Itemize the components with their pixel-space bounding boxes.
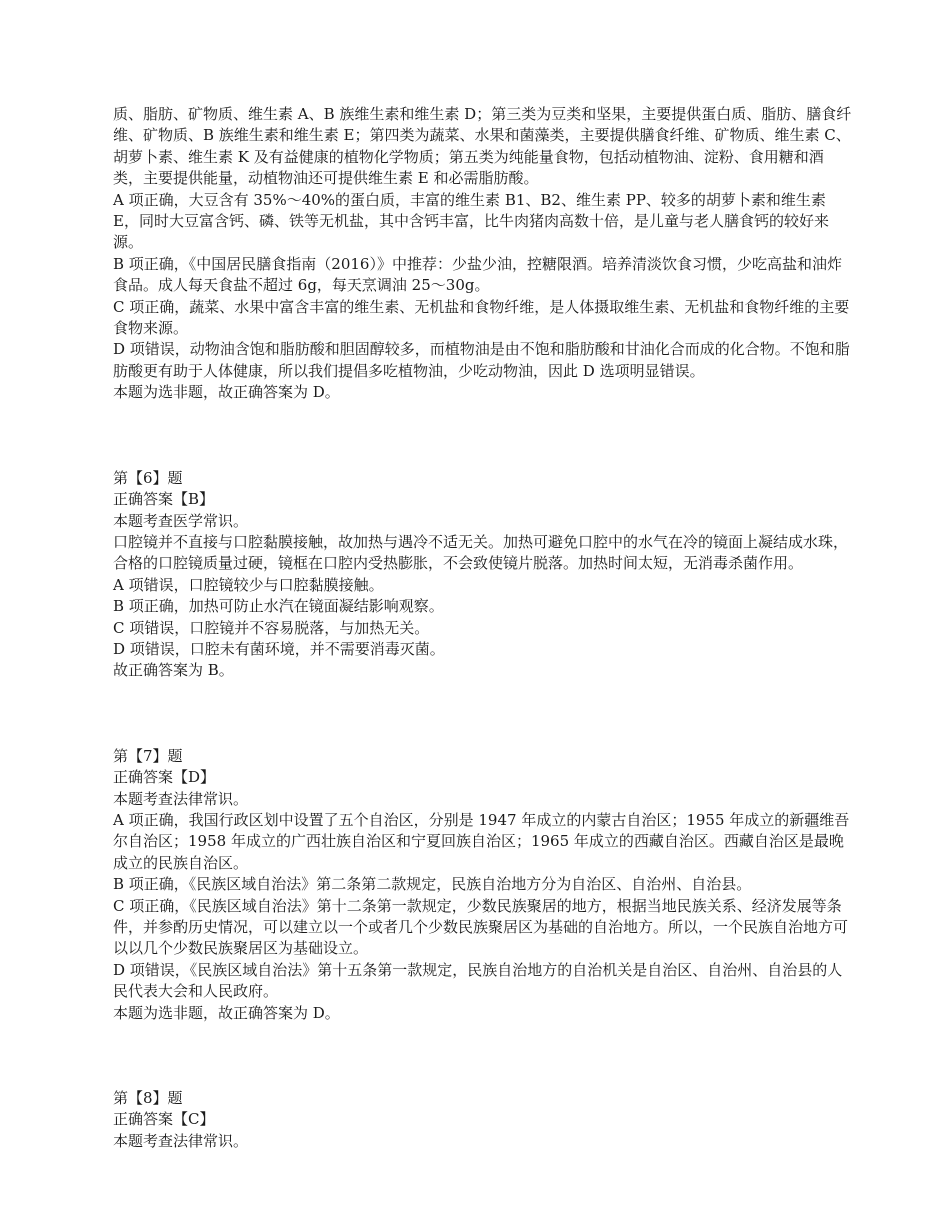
paragraph: C 项正确，蔬菜、水果中富含丰富的维生素、无机盐和食物纤维，是人体摄取维生素、无机盐和食物纤维的主要食物来源。 (113, 297, 850, 338)
answer-line: 正确答案【B】 (113, 490, 215, 509)
section-q8 (113, 1088, 853, 1152)
paragraph: 本题为选非题，故正确答案为 D。 (113, 383, 340, 402)
section-q7 (113, 746, 853, 1024)
question-title: 第【8】题 (113, 1089, 183, 1108)
paragraph: 质、脂肪、矿物质、维生素 A、B 族维生素和维生素 D；第三类为豆类和坚果，主要提供蛋白质、脂肪、膳食纤维、矿物质、B 族维生素和维生素 E；第四类为蔬菜、水果和菌藻类，主要提供膳食纤维、矿物质、维生素 C、胡萝卜素、维生素 K 及有益健康的植物化学物质；第五类为纯能量食物，包括动植物油、淀粉、食用糖和酒类，主要提供能量，动植物油还可提供维生素 E 和必需脂肪酸。 (113, 105, 852, 188)
answer-line: 正确答案【D】 (113, 768, 216, 787)
paragraph: 本题考查法律常识。 (113, 789, 249, 808)
section-gap (113, 404, 853, 468)
question-title: 第【6】题 (113, 468, 183, 487)
answer-line: 正确答案【C】 (113, 1110, 215, 1129)
document-body (113, 104, 853, 1152)
paragraph: D 项错误，动物油含饱和脂肪酸和胆固醇较多，而植物油是由不饱和脂肪酸和甘油化合而成的化合物。不饱和脂肪酸更有助于人体健康，所以我们提倡多吃植物油，少吃动物油，因此 D 选项明显错误。 (113, 340, 850, 380)
section-gap (113, 1024, 853, 1088)
paragraph: 故正确答案为 B。 (113, 661, 234, 680)
question-title: 第【7】题 (113, 746, 183, 765)
paragraph: A 项正确，大豆含有 35%～40%的蛋白质，丰富的维生素 B1、B2、维生素 PP、较多的胡萝卜素和维生素 E，同时大豆富含钙、磷、铁等无机盐，其中含钙丰富，比牛肉猪肉高数十倍，是儿童与老人膳食钙的较好来源。 (113, 190, 829, 252)
section-q6 (113, 468, 853, 682)
paragraph: 口腔镜并不直接与口腔黏膜接触，故加热与遇冷不适无关。加热可避免口腔中的水气在冷的镜面上凝结成水珠，合格的口腔镜质量过硬，镜框在口腔内受热膨胀，不会致使镜片脱落。加热时间太短，无消毒杀菌作用。 (113, 532, 849, 573)
paragraph: D 项错误，《民族区域自治法》第十五条第一款规定，民族自治地方的自治机关是自治区、自治州、自治县的人民代表大会和人民政府。 (113, 960, 843, 1001)
paragraph: B 项正确，《中国居民膳食指南（2016）》中推荐：少盐少油，控糖限酒。培养清淡饮食习惯，少吃高盐和油炸食品。成人每天食盐不超过 6g，每天烹调油 25～30g。 (113, 254, 842, 295)
paragraph: 本题为选非题，故正确答案为 D。 (113, 1003, 340, 1022)
paragraph: 本题考查医学常识。 (113, 511, 249, 530)
paragraph: C 项正确，《民族区域自治法》第十二条第一款规定，少数民族聚居的地方，根据当地民族关系、经济发展等条件，并参酌历史情况，可以建立以一个或者几个少数民族聚居区为基础的自治地方。所以，一个民族自治地方可以以几个少数民族聚居区为基础设立。 (113, 896, 849, 958)
paragraph: 本题考查法律常识。 (113, 1131, 249, 1150)
paragraph: D 项错误，口腔未有菌环境，并不需要消毒灭菌。 (113, 639, 445, 658)
paragraph: C 项错误，口腔镜并不容易脱落，与加热无关。 (113, 618, 430, 637)
paragraph: A 项正确，我国行政区划中设置了五个自治区，分别是 1947 年成立的内蒙古自治区；1955 年成立的新疆维吾尔自治区；1958 年成立的广西壮族自治区和宁夏回族自治区；1965 年成立的西藏自治区。西藏自治区是最晚成立的民族自治区。 (113, 810, 850, 872)
paragraph: B 项正确，加热可防止水汽在镜面凝结影响观察。 (113, 597, 444, 616)
section-q5-tail (113, 104, 853, 404)
paragraph: A 项错误，口腔镜较少与口腔黏膜接触。 (113, 575, 384, 594)
section-gap (113, 682, 853, 746)
paragraph: B 项正确，《民族区域自治法》第二条第二款规定，民族自治地方分为自治区、自治州、自治县。 (113, 875, 752, 894)
